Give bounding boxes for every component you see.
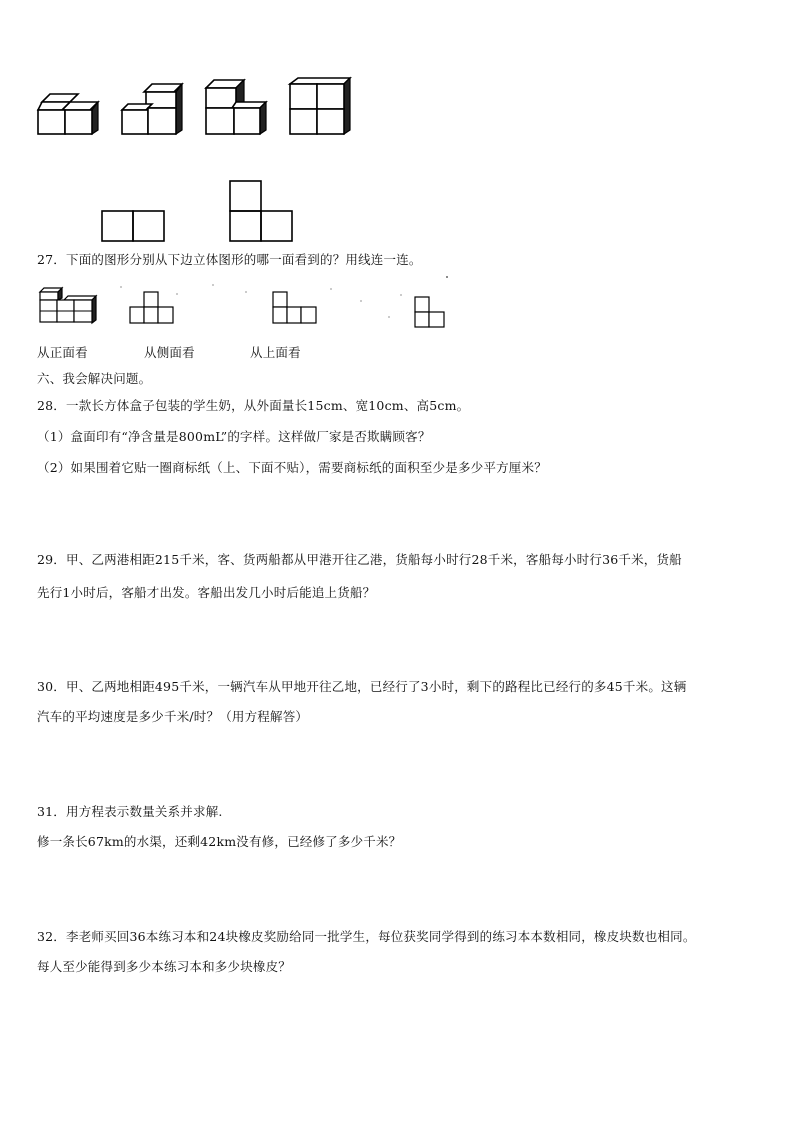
question-28-stem: 28．一款长方体盒子包装的学生奶，从外面量长15cm、宽10cm、高5cm。	[37, 398, 470, 413]
q27-view-shape-c	[413, 295, 449, 331]
view-label-top: 从上面看	[250, 345, 301, 360]
section-6-title: 六、我会解决问题。	[37, 371, 152, 386]
question-32-line-2: 每人至少能得到多少本练习本和多少块橡皮？	[37, 959, 292, 974]
cube-figure-3	[204, 76, 274, 140]
question-28-part-1: （1）盒面印有“净含量是800mL”的字样。这样做厂家是否欺瞒顾客？	[37, 429, 431, 444]
q27-view-shape-b	[271, 290, 321, 328]
view-label-side: 从侧面看	[144, 345, 195, 360]
cube-figure-4	[288, 76, 358, 140]
question-30-line-1: 30．甲、乙两地相距495千米，一辆汽车从甲地开往乙地，已经行了3小时，剩下的路程比已经行的多45千米。这辆	[37, 679, 687, 694]
question-28-part-2: （2）如果围着它贴一圈商标纸（上、下面不贴），需要商标纸的面积至少是多少平方厘米？	[37, 460, 547, 475]
q27-solid-figure	[38, 286, 102, 328]
cube-figure-2	[120, 76, 190, 140]
cube-figure-1	[36, 90, 106, 140]
question-30-line-2: 汽车的平均速度是多少千米/时？（用方程解答）	[37, 709, 309, 724]
view-label-front: 从正面看	[37, 345, 88, 360]
question-32-line-1: 32．李老师买回36本练习本和24块橡皮奖励给同一批学生，每位获奖同学得到的练习本本数相同，橡皮块数也相同。	[37, 929, 696, 944]
view-shape-l-three-squares	[229, 180, 295, 244]
question-29-line-1: 29．甲、乙两港相距215千米，客、货两船都从甲港开往乙港，货船每小时行28千米，客船每小时行36千米，货船	[37, 552, 682, 567]
question-31-line-2: 修一条长67km的水渠，还剩42km没有修，已经修了多少千米？	[37, 834, 402, 849]
view-shape-two-squares	[101, 210, 167, 244]
q27-view-shape-a	[129, 290, 179, 328]
question-31-line-1: 31．用方程表示数量关系并求解.	[37, 804, 223, 819]
question-29-line-2: 先行1小时后，客船才出发。客船出发几小时后能追上货船？	[37, 585, 376, 600]
question-27-prompt: 27．下面的图形分别从下边立体图形的哪一面看到的？用线连一连。	[37, 252, 422, 267]
